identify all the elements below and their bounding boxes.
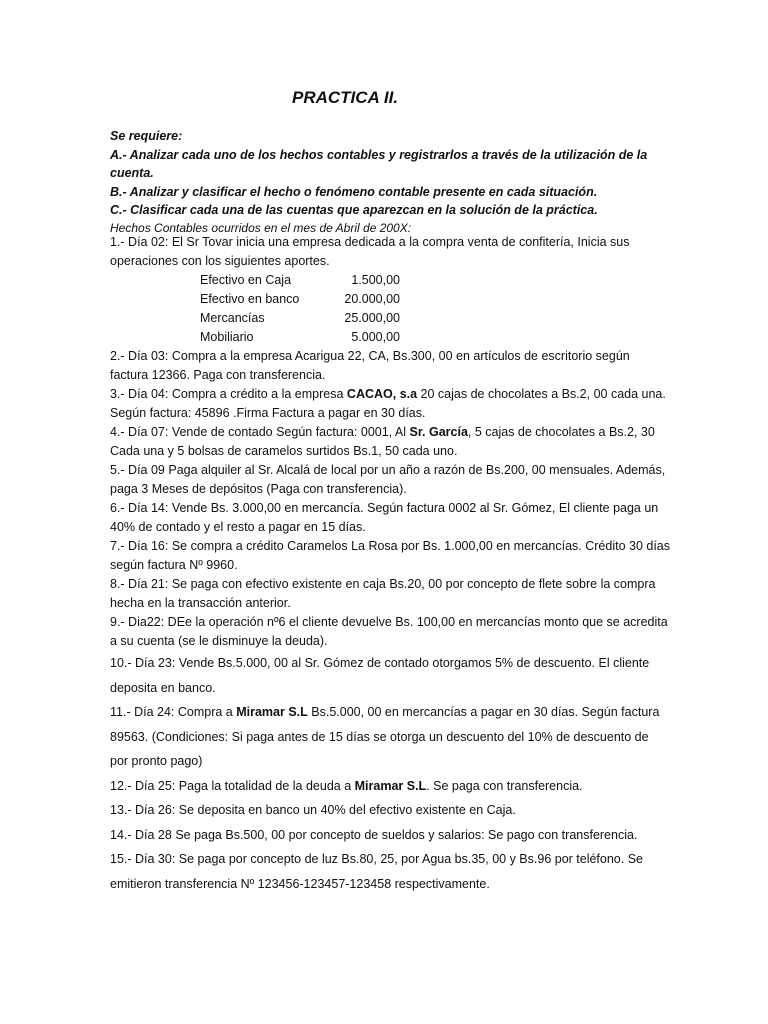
fact-7: 7.- Día 16: Se compra a crédito Caramelos La Rosa por Bs. 1.000,00 en mercancías. Crédito 30 días según factura Nº 9960. bbox=[110, 539, 671, 572]
fact-11 bbox=[110, 700, 670, 774]
aporte-row bbox=[200, 309, 670, 328]
aportes-table bbox=[200, 271, 670, 347]
aporte-row bbox=[200, 290, 670, 309]
fact-6: 6.- Día 14: Vende Bs. 3.000,00 en mercancía. Según factura 0002 al Sr. Gómez, El cliente paga un 40% de contado y el resto a pagar en 15 días. bbox=[110, 501, 659, 534]
requirement-b: B.- Analizar y clasificar el hecho o fenómeno contable presente en cada situación. bbox=[110, 184, 598, 199]
aporte-row bbox=[200, 271, 670, 290]
fact-11-text: 11.- Día 24: Compra a bbox=[110, 705, 237, 719]
fact-4-text: 4.- Día 07: Vende de contado Según factura: 0001, Al bbox=[110, 425, 410, 439]
fact-12-text: 12.- Día 25: Paga la totalidad de la deuda a bbox=[110, 778, 355, 793]
facts-intro: Hechos Contables ocurridos en el mes de Abril de 200X: bbox=[110, 220, 412, 235]
fact-11-company: Miramar S.L bbox=[236, 705, 308, 719]
aporte-value: 20.000,00 bbox=[344, 292, 400, 306]
fact-4 bbox=[110, 423, 670, 461]
requirement-a: A.- Analizar cada uno de los hechos contables y registrarlos a través de la utilización de la cuenta. bbox=[110, 147, 648, 180]
fact-9: 9.- Dia22: DEe la operación nº6 el cliente devuelve Bs. 100,00 en mercancías monto que se acredita a su cuenta (se le disminuye la deuda). bbox=[110, 615, 668, 648]
fact-3 bbox=[110, 385, 670, 423]
facts-list bbox=[110, 233, 670, 896]
requirement-c: C.- Clasificar cada una de las cuentas que aparezcan en la solución de la práctica. bbox=[110, 203, 598, 217]
fact-10: 10.- Día 23: Vende Bs.5.000, 00 al Sr. Gómez de contado otorgamos 5% de descuento. El cliente deposita en banco. bbox=[110, 656, 650, 695]
fact-4-client: Sr. García bbox=[409, 425, 468, 439]
aporte-name: Efectivo en Caja bbox=[200, 273, 292, 287]
fact-5: 5.- Día 09 Paga alquiler al Sr. Alcalá de local por un año a razón de Bs.200, 00 mensuales. Además, paga 3 Meses de depósitos (Paga con transferencia). bbox=[110, 463, 666, 496]
fact-15: 15.- Día 30: Se paga por concepto de luz Bs.80, 25, por Agua bs.35, 00 y Bs.96 por teléfono. Se emitieron transferencia Nº 123456-123457-123458 respectivamente. bbox=[110, 852, 643, 891]
page-title: PRACTICA II. bbox=[292, 88, 399, 107]
fact-3-text: 3.- Día 04: Compra a crédito a la empresa bbox=[110, 387, 347, 401]
aporte-value: 5.000,00 bbox=[351, 330, 400, 344]
aporte-name: Mobiliario bbox=[200, 330, 254, 344]
aporte-name: Efectivo en banco bbox=[200, 292, 300, 306]
requirements-heading: Se requiere: bbox=[110, 129, 183, 143]
fact-12 bbox=[110, 774, 670, 799]
fact-3-company: CACAO, s.a bbox=[346, 387, 418, 401]
fact-1: 1.- Día 02: El Sr Tovar inicia una empresa dedicada a la compra venta de confitería, Inicia sus operaciones con los siguientes aportes. bbox=[110, 235, 630, 268]
fact-4-text-end: , 5 cajas de chocolates a Bs.2, 30 Cada una y 5 bolsas de caramelos surtidos Bs.1, 50 cada uno. bbox=[110, 425, 655, 458]
fact-13: 13.- Día 26: Se deposita en banco un 40% del efectivo existente en Caja. bbox=[110, 803, 516, 817]
aporte-name: Mercancías bbox=[200, 311, 265, 325]
fact-8: 8.- Día 21: Se paga con efectivo existente en caja Bs.20, 00 por concepto de flete sobre la compra hecha en la transacción anterior. bbox=[110, 577, 656, 610]
fact-12-company: Miramar S.L bbox=[354, 778, 427, 793]
fact-11-text-end: Bs.5.000, 00 en mercancías a pagar en 30 días. Según factura 89563. (Condiciones: Si paga antes de 15 días se otorga un descuento del 10% de descuento de por pronto pago) bbox=[110, 705, 660, 768]
aporte-row bbox=[200, 328, 670, 347]
aporte-value: 25.000,00 bbox=[344, 311, 400, 325]
fact-3-text-end: 20 cajas de chocolates a Bs.2, 00 cada una. Según factura: 45896 .Firma Factura a pagar en 30 días. bbox=[110, 387, 666, 420]
requirements-section bbox=[110, 127, 670, 236]
fact-12-text-end: . Se paga con transferencia. bbox=[426, 778, 583, 793]
fact-2: 2.- Día 03: Compra a la empresa Acarigua 22, CA, Bs.300, 00 en artículos de escritorio según factura 12366. Paga con transferencia. bbox=[110, 349, 630, 382]
fact-14: 14.- Día 28 Se paga Bs.500, 00 por concepto de sueldos y salarios: Se pago con transferencia. bbox=[110, 827, 638, 842]
aporte-value: 1.500,00 bbox=[351, 273, 400, 287]
